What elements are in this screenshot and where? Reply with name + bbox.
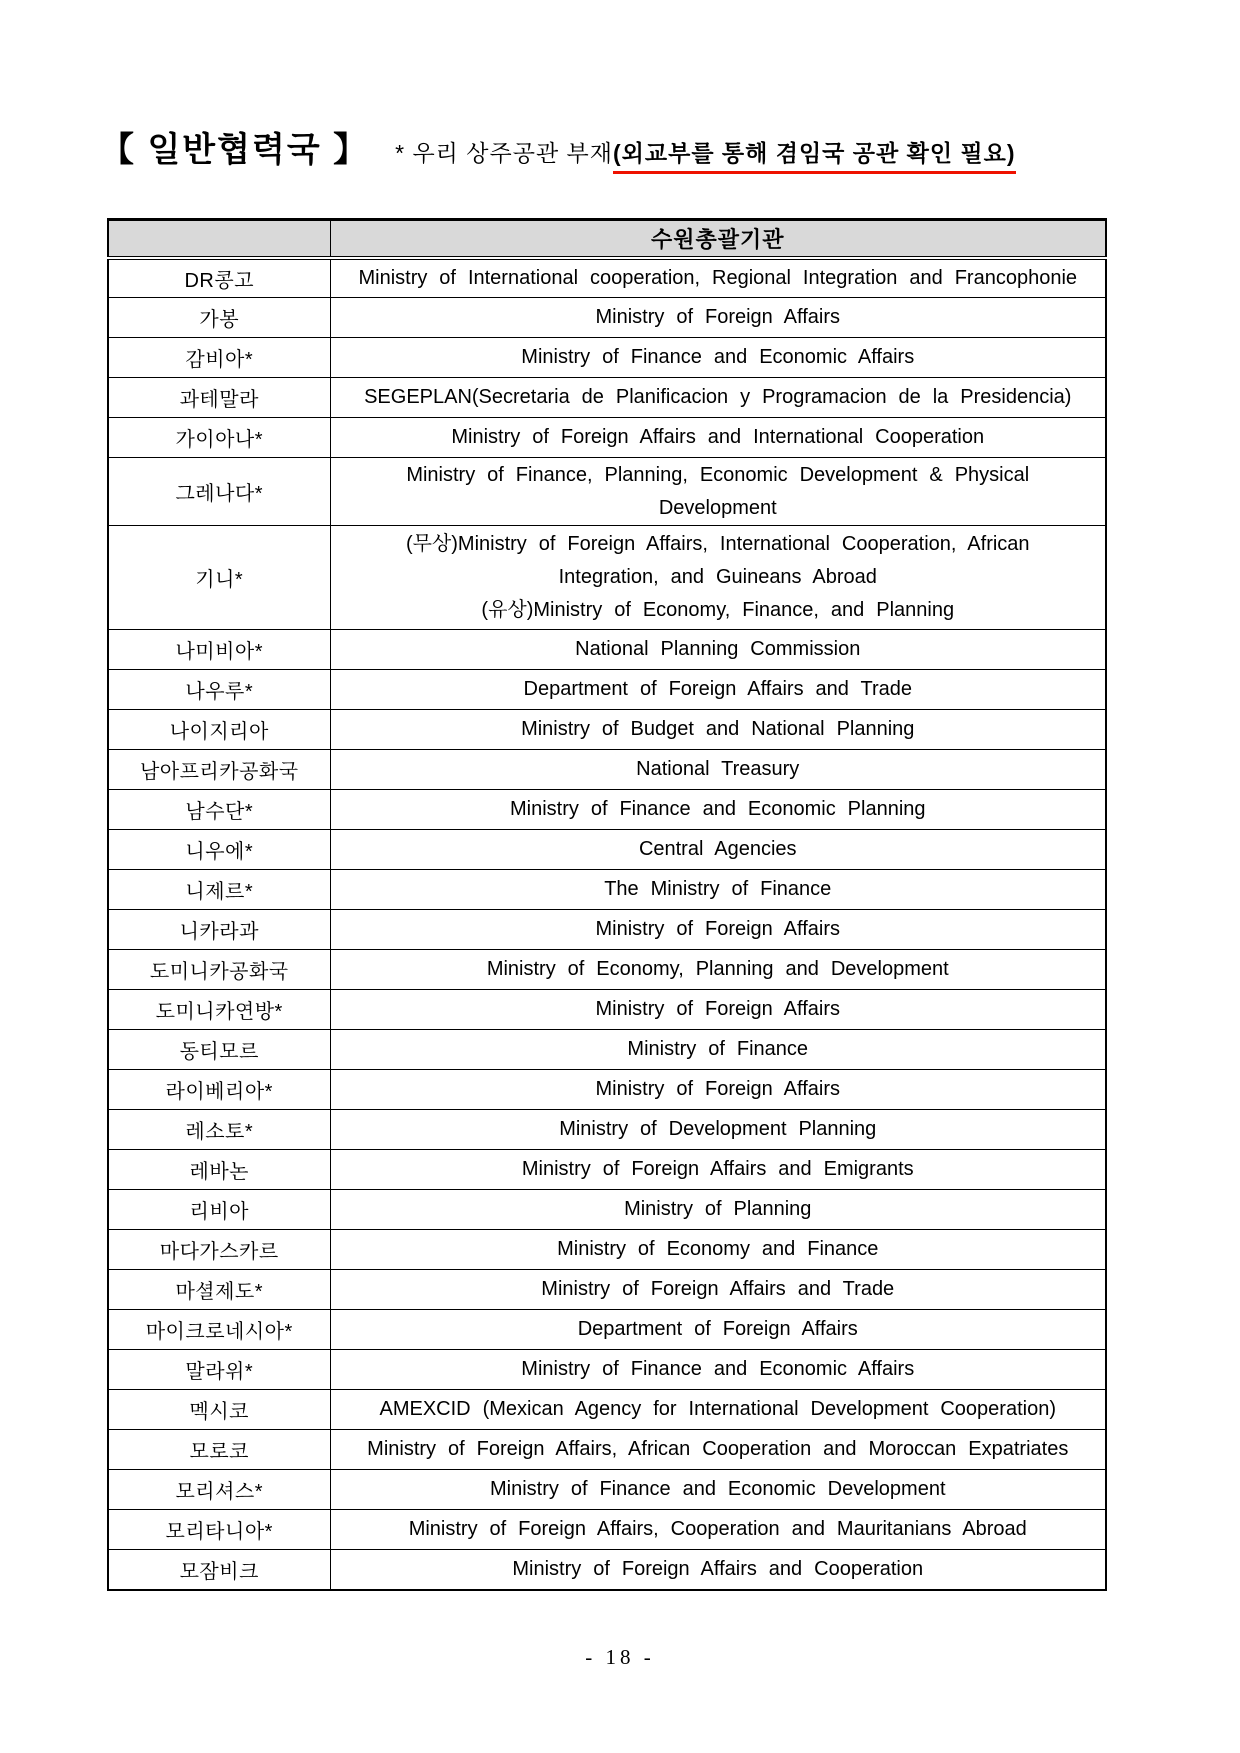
agency-line: Ministry of Finance and Economic Affairs (521, 1358, 915, 1380)
table-row (108, 1430, 1106, 1470)
agency-line: Ministry of Foreign Affairs (595, 306, 840, 328)
country-cell: 나우루* (108, 670, 330, 710)
agency-line: Department of Foreign Affairs (577, 1318, 858, 1340)
agency-line: Ministry of Finance and Economic Planning (509, 798, 926, 820)
agency-cell (330, 1190, 1106, 1230)
table-row (108, 1150, 1106, 1190)
country-cell: 가봉 (108, 298, 330, 338)
country-cell: 모잠비크 (108, 1550, 330, 1590)
agency-line: Ministry of Development Planning (559, 1118, 877, 1140)
country-cell: 남수단* (108, 790, 330, 830)
table-row (108, 1070, 1106, 1110)
agency-line: Integration, and Guineans Abroad (558, 566, 877, 588)
agency-line: Ministry of Economy and Finance (557, 1238, 879, 1260)
agency-line: Ministry of Foreign Affairs and Emigrants (521, 1158, 914, 1180)
country-cell: 레바논 (108, 1150, 330, 1190)
country-cell: 기니* (108, 526, 330, 630)
page-title (100, 122, 1160, 174)
agency-line: Ministry of Foreign Affairs, African Cooperation and Moroccan Expatriates (367, 1438, 1069, 1460)
country-cell: 모리타니아* (108, 1510, 330, 1550)
agency-line: Ministry of Finance and Economic Development (489, 1478, 946, 1500)
title-note-emphasis-underlined: (외교부를 통해 겸임국 공관 확인 필요) (613, 135, 1016, 174)
table-row (108, 870, 1106, 910)
agency-cell (330, 910, 1106, 950)
agency-line: Ministry of Economy, Planning and Development (486, 958, 949, 980)
agency-cell (330, 950, 1106, 990)
agency-cell (330, 258, 1106, 298)
agency-cell (330, 418, 1106, 458)
table-row (108, 1390, 1106, 1430)
table-row (108, 750, 1106, 790)
agency-cell (330, 1510, 1106, 1550)
agency-line: Ministry of Foreign Affairs and International Cooperation (451, 426, 985, 448)
country-cell: 모리셔스* (108, 1470, 330, 1510)
agency-line: Ministry of Finance and Economic Affairs (521, 346, 915, 368)
country-cell: 니우에* (108, 830, 330, 870)
agency-line: Department of Foreign Affairs and Trade (523, 678, 912, 700)
agency-line: Ministry of Planning (624, 1198, 812, 1220)
page-number: - 18 - (585, 1645, 655, 1669)
table-row (108, 458, 1106, 526)
country-cell: 마셜제도* (108, 1270, 330, 1310)
agency-line: National Treasury (636, 758, 800, 780)
table-header-row (108, 220, 1106, 258)
table-row (108, 298, 1106, 338)
table-row (108, 1510, 1106, 1550)
country-cell: 레소토* (108, 1110, 330, 1150)
table-row (108, 950, 1106, 990)
agency-line: Central Agencies (638, 838, 797, 860)
agency-line: Ministry of Foreign Affairs and Cooperation (512, 1557, 924, 1580)
agency-cell (330, 378, 1106, 418)
agency-line: Development (658, 496, 777, 519)
table-row (108, 1110, 1106, 1150)
agency-cell (330, 990, 1106, 1030)
title-note: * 우리 상주공관 부재 (395, 140, 613, 166)
agency-cell (330, 1270, 1106, 1310)
table-row (108, 830, 1106, 870)
agency-line: Ministry of Foreign Affairs (595, 918, 840, 940)
table-row (108, 670, 1106, 710)
agency-line: (무상)Ministry of Foreign Affairs, International Cooperation, African (405, 533, 1030, 555)
agency-cell (330, 1030, 1106, 1070)
country-cell: 그레나다* (108, 458, 330, 526)
agency-cell (330, 750, 1106, 790)
agency-cell (330, 830, 1106, 870)
table-row (108, 378, 1106, 418)
agency-line: The Ministry of Finance (604, 878, 832, 900)
agency-line: Ministry of Finance, Planning, Economic Development & Physical (406, 463, 1030, 486)
country-cell: 마이크로네시아* (108, 1310, 330, 1350)
table-row (108, 526, 1106, 630)
country-column-header (108, 220, 330, 258)
agency-line: Ministry of Budget and National Planning (521, 718, 915, 740)
table-row (108, 1550, 1106, 1590)
country-cell: 리비아 (108, 1190, 330, 1230)
agency-cell (330, 1150, 1106, 1190)
table-row (108, 1310, 1106, 1350)
agency-line: Ministry of Foreign Affairs (595, 1078, 840, 1100)
cooperation-countries-table (107, 218, 1107, 1591)
table-header (108, 220, 1106, 258)
country-cell: 니제르* (108, 870, 330, 910)
agency-cell (330, 790, 1106, 830)
table-row (108, 258, 1106, 298)
agency-line: Ministry of International cooperation, Regional Integration and Francophonie (358, 266, 1078, 289)
table-row (108, 1230, 1106, 1270)
agency-cell (330, 1310, 1106, 1350)
country-cell: 감비아* (108, 338, 330, 378)
country-cell: 모로코 (108, 1430, 330, 1470)
agency-cell (330, 1230, 1106, 1270)
agency-column-header: 수원총괄기관 (330, 220, 1106, 258)
agency-line: Ministry of Foreign Affairs and Trade (541, 1278, 895, 1300)
agency-cell (330, 1470, 1106, 1510)
agency-cell (330, 1110, 1106, 1150)
section-heading: 【 일반협력국 】 (100, 131, 370, 169)
agency-cell (330, 630, 1106, 670)
table-row (108, 1270, 1106, 1310)
table-row (108, 1470, 1106, 1510)
table-row (108, 990, 1106, 1030)
agency-line: Ministry of Foreign Affairs, Cooperation and Mauritanians Abroad (408, 1518, 1027, 1540)
table-row (108, 338, 1106, 378)
agency-line: Ministry of Foreign Affairs (595, 998, 840, 1020)
agency-cell (330, 1550, 1106, 1590)
agency-line: National Planning Commission (575, 638, 861, 660)
country-cell: 나이지리아 (108, 710, 330, 750)
country-cell: 도미니카공화국 (108, 950, 330, 990)
agency-cell (330, 1070, 1106, 1110)
agency-cell (330, 1390, 1106, 1430)
agency-cell (330, 526, 1106, 630)
agency-cell (330, 298, 1106, 338)
country-cell: 도미니카연방* (108, 990, 330, 1030)
country-cell: 마다가스카르 (108, 1230, 330, 1270)
table-row (108, 1350, 1106, 1390)
table-row (108, 630, 1106, 670)
country-cell: DR콩고 (108, 258, 330, 298)
table-row (108, 418, 1106, 458)
agency-cell (330, 338, 1106, 378)
table-row (108, 1190, 1106, 1230)
agency-cell (330, 1350, 1106, 1390)
agency-line: AMEXCID (Mexican Agency for International Development Cooperation) (379, 1398, 1056, 1420)
country-cell: 라이베리아* (108, 1070, 330, 1110)
agency-cell (330, 458, 1106, 526)
country-cell: 남아프리카공화국 (108, 750, 330, 790)
cooperation-table-body (108, 258, 1106, 1590)
country-cell: 가이아나* (108, 418, 330, 458)
table-row (108, 710, 1106, 750)
agency-cell (330, 1430, 1106, 1470)
country-cell: 과테말라 (108, 378, 330, 418)
agency-line: SEGEPLAN(Secretaria de Planificacion y Programacion de la Presidencia) (364, 386, 1072, 408)
agency-cell (330, 710, 1106, 750)
country-cell: 멕시코 (108, 1390, 330, 1430)
table-row (108, 1030, 1106, 1070)
country-cell: 말라위* (108, 1350, 330, 1390)
agency-line: Ministry of Finance (627, 1038, 809, 1060)
country-cell: 나미비아* (108, 630, 330, 670)
table-row (108, 790, 1106, 830)
agency-cell (330, 870, 1106, 910)
country-cell: 동티모르 (108, 1030, 330, 1070)
table-row (108, 910, 1106, 950)
country-cell: 니카라과 (108, 910, 330, 950)
agency-cell (330, 670, 1106, 710)
agency-line: (유상)Ministry of Economy, Finance, and Planning (481, 599, 955, 621)
